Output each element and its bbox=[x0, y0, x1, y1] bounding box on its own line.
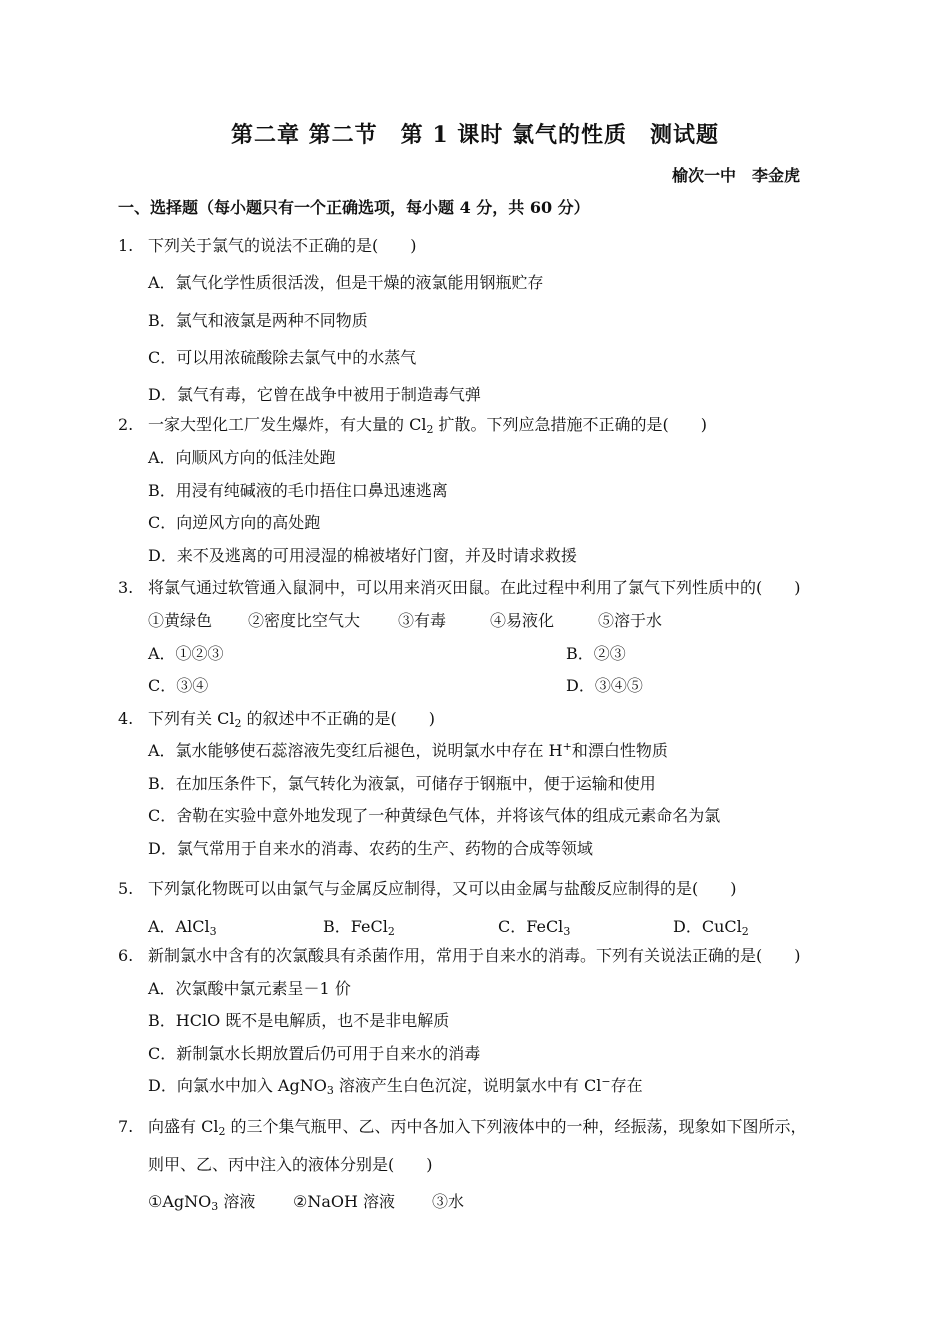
section-heading: 一、选择题（每小题只有一个正确选项，每小题 4 分，共 60 分） bbox=[118, 198, 590, 217]
question-5-number: 5. bbox=[118, 879, 134, 898]
question-1-option-b: B．氯气和液氯是两种不同物质 bbox=[148, 311, 368, 330]
question-3-property-4: ④易液化 bbox=[490, 611, 555, 630]
question-2-option-a: A．向顺风方向的低洼处跑 bbox=[148, 448, 336, 467]
question-5-option-a: A．AlCl$_3$ bbox=[148, 917, 217, 938]
question-7-liquid-2: ②NaOH 溶液 bbox=[293, 1192, 396, 1211]
question-7-liquid-3: ③水 bbox=[432, 1192, 465, 1211]
question-3-number: 3. bbox=[118, 578, 134, 597]
question-2-option-d: D．来不及逃离的可用浸湿的棉被堵好门窗，并及时请求救援 bbox=[148, 546, 577, 565]
question-7-stem-line-1: 向盛有 $Cl_2$ 的三个集气瓶甲、乙、丙中各加入下列液体中的一种，经振荡，现象如下图所示， bbox=[148, 1117, 807, 1138]
question-1-option-d: D．氯气有毒，它曾在战争中被用于制造毒气弹 bbox=[148, 385, 481, 404]
question-3-option-d: D．③④⑤ bbox=[566, 676, 643, 695]
question-6-stem: 新制氯水中含有的次氯酸具有杀菌作用，常用于自来水的消毒。下列有关说法正确的是( ) bbox=[148, 946, 801, 965]
question-7-liquid-1: ①AgNO$_3$ 溶液 bbox=[148, 1192, 256, 1213]
question-4-option-d: D．氯气常用于自来水的消毒、农药的生产、药物的合成等领域 bbox=[148, 839, 593, 858]
question-3-property-2: ②密度比空气大 bbox=[248, 611, 361, 630]
question-5-stem: 下列氯化物既可以由氯气与金属反应制得，又可以由金属与盐酸反应制得的是( ) bbox=[148, 879, 737, 898]
question-3-property-3: ③有毒 bbox=[398, 611, 447, 630]
question-3-option-a: A．①②③ bbox=[148, 644, 224, 663]
question-6-option-d: D．向氯水中加入 AgNO$_3$ 溶液产生白色沉淀，说明氯水中有 Cl−存在 bbox=[148, 1075, 643, 1097]
question-6-option-b: B．HClO 既不是电解质，也不是非电解质 bbox=[148, 1011, 450, 1030]
question-2-stem: 一家大型化工厂发生爆炸，有大量的 $Cl_2$ 扩散。下列应急措施不正确的是( ) bbox=[148, 415, 708, 436]
question-5-option-c: C．FeCl$_3$ bbox=[498, 917, 571, 938]
question-1-number: 1. bbox=[118, 236, 134, 255]
page-title: 第二章 第二节 第 1 课时 氯气的性质 测试题 bbox=[231, 122, 719, 148]
question-3-option-b: B．②③ bbox=[566, 644, 626, 663]
question-1-option-c: C．可以用浓硫酸除去氯气中的水蒸气 bbox=[148, 348, 417, 367]
question-1-option-a: A．氯气化学性质很活泼，但是干燥的液氯能用钢瓶贮存 bbox=[148, 273, 544, 292]
question-2-option-b: B．用浸有纯碱液的毛巾捂住口鼻迅速逃离 bbox=[148, 481, 448, 500]
question-3-option-c: C．③④ bbox=[148, 676, 209, 695]
question-3-property-5: ⑤溶于水 bbox=[598, 611, 663, 630]
question-7-number: 7. bbox=[118, 1117, 134, 1136]
question-1-stem: 下列关于氯气的说法不正确的是( ) bbox=[148, 236, 417, 255]
question-4-number: 4. bbox=[118, 709, 134, 728]
question-3-property-1: ①黄绿色 bbox=[148, 611, 213, 630]
question-4-option-a: A．氯水能够使石蕊溶液先变红后褪色，说明氯水中存在 H+和漂白性物质 bbox=[148, 740, 668, 760]
question-6-option-a: A．次氯酸中氯元素呈－1 价 bbox=[148, 979, 351, 998]
question-4-option-b: B．在加压条件下，氯气转化为液氯，可储存于钢瓶中，便于运输和使用 bbox=[148, 774, 656, 793]
question-2-option-c: C．向逆风方向的高处跑 bbox=[148, 513, 321, 532]
question-3-stem: 将氯气通过软管通入鼠洞中，可以用来消灭田鼠。在此过程中利用了氯气下列性质中的( ) bbox=[148, 578, 801, 597]
question-5-option-b: B．FeCl$_2$ bbox=[323, 917, 395, 938]
question-6-option-c: C．新制氯水长期放置后仍可用于自来水的消毒 bbox=[148, 1044, 481, 1063]
question-6-number: 6. bbox=[118, 946, 134, 965]
question-4-option-c: C．舍勒在实验中意外地发现了一种黄绿色气体，并将该气体的组成元素命名为氯 bbox=[148, 806, 721, 825]
question-2-number: 2. bbox=[118, 415, 134, 434]
question-7-stem-line-2: 则甲、乙、丙中注入的液体分别是( ) bbox=[148, 1155, 433, 1174]
author-line: 榆次一中 李金虎 bbox=[671, 166, 800, 185]
question-5-option-d: D．CuCl$_2$ bbox=[673, 917, 749, 938]
question-4-stem: 下列有关 $Cl_2$ 的叙述中不正确的是( ) bbox=[148, 709, 436, 730]
